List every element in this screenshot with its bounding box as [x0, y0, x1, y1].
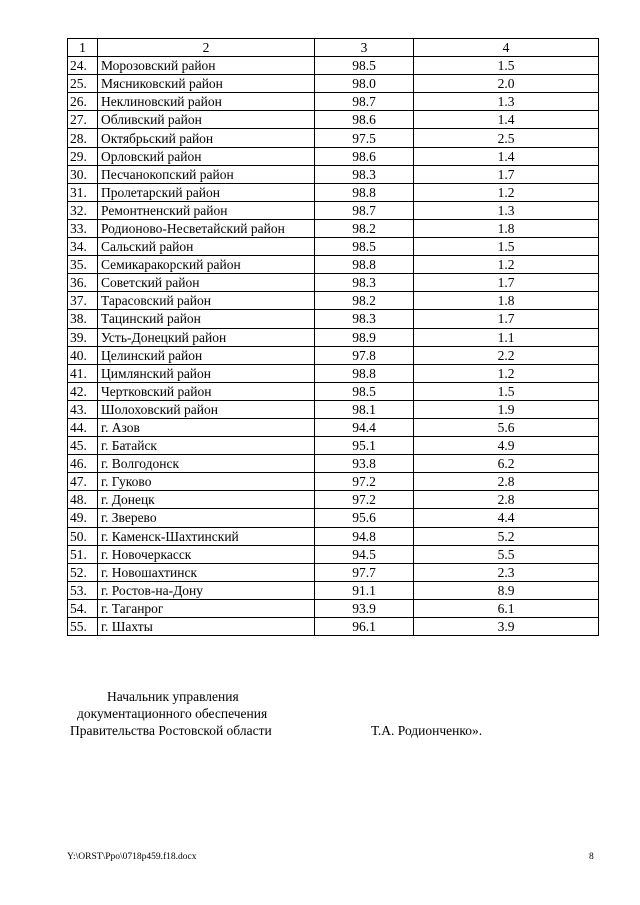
value-col4: 1.7	[414, 165, 599, 183]
value-col4: 1.4	[414, 147, 599, 165]
table-row	[68, 201, 599, 219]
table-row	[68, 75, 599, 93]
value-col4: 1.4	[414, 111, 599, 129]
district-name: Морозовский район	[98, 57, 315, 75]
value-col3: 97.5	[315, 129, 414, 147]
district-name: Целинский район	[98, 346, 315, 364]
value-col3: 96.1	[315, 618, 414, 636]
district-name: Семикаракорский район	[98, 256, 315, 274]
district-name: г. Гуково	[98, 473, 315, 491]
table-row	[68, 437, 599, 455]
table-row	[68, 364, 599, 382]
row-number: 40.	[68, 346, 98, 364]
row-number: 53.	[68, 581, 98, 599]
value-col4: 1.3	[414, 201, 599, 219]
value-col4: 1.9	[414, 400, 599, 418]
value-col3: 91.1	[315, 581, 414, 599]
district-name: Песчанокопский район	[98, 165, 315, 183]
value-col4: 4.4	[414, 509, 599, 527]
value-col3: 98.6	[315, 147, 414, 165]
row-number: 26.	[68, 93, 98, 111]
value-col3: 98.6	[315, 111, 414, 129]
row-number: 31.	[68, 183, 98, 201]
row-number: 50.	[68, 527, 98, 545]
district-name: Неклиновский район	[98, 93, 315, 111]
district-name: Мясниковский район	[98, 75, 315, 93]
district-name: Тарасовский район	[98, 292, 315, 310]
value-col3: 94.4	[315, 418, 414, 436]
value-col3: 93.8	[315, 455, 414, 473]
district-name: г. Донецк	[98, 491, 315, 509]
table-row	[68, 509, 599, 527]
table-row	[68, 527, 599, 545]
column-header: 4	[414, 39, 599, 57]
district-name: Ремонтненский район	[98, 201, 315, 219]
value-col4: 1.5	[414, 382, 599, 400]
value-col3: 98.8	[315, 256, 414, 274]
table-row	[68, 310, 599, 328]
table-row	[68, 418, 599, 436]
row-number: 55.	[68, 618, 98, 636]
row-number: 28.	[68, 129, 98, 147]
table-row	[68, 256, 599, 274]
table-row	[68, 346, 599, 364]
value-col3: 98.2	[315, 292, 414, 310]
table-row	[68, 57, 599, 75]
value-col3: 97.2	[315, 491, 414, 509]
value-col4: 2.8	[414, 473, 599, 491]
signatory-name: Т.А. Родионченко».	[371, 723, 483, 738]
table-row	[68, 599, 599, 617]
row-number: 32.	[68, 201, 98, 219]
value-col3: 98.9	[315, 328, 414, 346]
district-name: г. Зверево	[98, 509, 315, 527]
table-row	[68, 238, 599, 256]
value-col4: 5.6	[414, 418, 599, 436]
district-name: Пролетарский район	[98, 183, 315, 201]
value-col3: 97.8	[315, 346, 414, 364]
value-col3: 98.3	[315, 310, 414, 328]
column-header: 1	[68, 39, 98, 57]
value-col4: 2.0	[414, 75, 599, 93]
row-number: 42.	[68, 382, 98, 400]
district-name: г. Каменск-Шахтинский	[98, 527, 315, 545]
value-col4: 1.2	[414, 183, 599, 201]
district-name: Орловский район	[98, 147, 315, 165]
value-col3: 98.5	[315, 382, 414, 400]
district-name: Советский район	[98, 274, 315, 292]
table-row	[68, 147, 599, 165]
row-number: 24.	[68, 57, 98, 75]
district-name: г. Волгодонск	[98, 455, 315, 473]
value-col4: 2.3	[414, 563, 599, 581]
value-col3: 94.5	[315, 545, 414, 563]
table-row	[68, 491, 599, 509]
table-row	[68, 581, 599, 599]
district-name: Октябрьский район	[98, 129, 315, 147]
table-header-row	[68, 39, 599, 57]
value-col4: 6.1	[414, 599, 599, 617]
value-col3: 98.7	[315, 201, 414, 219]
row-number: 44.	[68, 418, 98, 436]
row-number: 29.	[68, 147, 98, 165]
row-number: 35.	[68, 256, 98, 274]
district-name: Шолоховский район	[98, 400, 315, 418]
row-number: 38.	[68, 310, 98, 328]
signature-title-line-2: документационного обеспечения	[77, 706, 268, 721]
value-col4: 1.7	[414, 310, 599, 328]
value-col4: 5.2	[414, 527, 599, 545]
district-name: Чертковский район	[98, 382, 315, 400]
row-number: 27.	[68, 111, 98, 129]
value-col3: 98.5	[315, 57, 414, 75]
value-col4: 1.3	[414, 93, 599, 111]
district-name: г. Новочеркасск	[98, 545, 315, 563]
column-header: 2	[98, 39, 315, 57]
row-number: 51.	[68, 545, 98, 563]
row-number: 45.	[68, 437, 98, 455]
table-row	[68, 183, 599, 201]
row-number: 25.	[68, 75, 98, 93]
value-col3: 98.8	[315, 364, 414, 382]
value-col4: 1.2	[414, 256, 599, 274]
value-col3: 98.3	[315, 165, 414, 183]
table-row	[68, 292, 599, 310]
value-col4: 4.9	[414, 437, 599, 455]
value-col4: 1.2	[414, 364, 599, 382]
district-name: г. Таганрог	[98, 599, 315, 617]
value-col3: 98.5	[315, 238, 414, 256]
data-table	[67, 38, 599, 636]
value-col4: 5.5	[414, 545, 599, 563]
table-row	[68, 129, 599, 147]
value-col4: 1.5	[414, 57, 599, 75]
table-row	[68, 545, 599, 563]
table-row	[68, 382, 599, 400]
signature-title-line-1: Начальник управления	[107, 689, 239, 704]
footer-page-number: 8	[589, 852, 594, 862]
value-col4: 1.5	[414, 238, 599, 256]
row-number: 33.	[68, 219, 98, 237]
value-col3: 95.1	[315, 437, 414, 455]
value-col4: 1.8	[414, 292, 599, 310]
district-name: Сальский район	[98, 238, 315, 256]
row-number: 46.	[68, 455, 98, 473]
footer-file-path: Y:\ORST\Ppo\0718p459.f18.docx	[67, 852, 197, 862]
district-name: г. Батайск	[98, 437, 315, 455]
value-col3: 97.7	[315, 563, 414, 581]
value-col4: 1.8	[414, 219, 599, 237]
district-name: Цимлянский район	[98, 364, 315, 382]
value-col4: 1.7	[414, 274, 599, 292]
district-name: Обливский район	[98, 111, 315, 129]
value-col4: 2.8	[414, 491, 599, 509]
signature-title-line-3: Правительства Ростовской области	[70, 723, 272, 738]
value-col4: 1.1	[414, 328, 599, 346]
row-number: 49.	[68, 509, 98, 527]
district-name: г. Азов	[98, 418, 315, 436]
table-row	[68, 93, 599, 111]
value-col4: 2.2	[414, 346, 599, 364]
table-row	[68, 219, 599, 237]
row-number: 47.	[68, 473, 98, 491]
row-number: 48.	[68, 491, 98, 509]
district-name: г. Новошахтинск	[98, 563, 315, 581]
table-body	[68, 57, 599, 636]
value-col3: 93.9	[315, 599, 414, 617]
district-name: Тацинский район	[98, 310, 315, 328]
row-number: 39.	[68, 328, 98, 346]
value-col3: 98.8	[315, 183, 414, 201]
district-name: Усть-Донецкий район	[98, 328, 315, 346]
value-col4: 2.5	[414, 129, 599, 147]
value-col3: 98.0	[315, 75, 414, 93]
value-col3: 97.2	[315, 473, 414, 491]
value-col3: 98.7	[315, 93, 414, 111]
row-number: 54.	[68, 599, 98, 617]
table-row	[68, 165, 599, 183]
row-number: 34.	[68, 238, 98, 256]
row-number: 36.	[68, 274, 98, 292]
row-number: 37.	[68, 292, 98, 310]
value-col4: 6.2	[414, 455, 599, 473]
row-number: 30.	[68, 165, 98, 183]
district-name: г. Ростов-на-Дону	[98, 581, 315, 599]
row-number: 43.	[68, 400, 98, 418]
table-row	[68, 618, 599, 636]
table-row	[68, 328, 599, 346]
district-name: Родионово-Несветайский район	[98, 219, 315, 237]
value-col3: 98.1	[315, 400, 414, 418]
table-row	[68, 111, 599, 129]
row-number: 41.	[68, 364, 98, 382]
table-row	[68, 274, 599, 292]
value-col4: 8.9	[414, 581, 599, 599]
column-header: 3	[315, 39, 414, 57]
table-row	[68, 455, 599, 473]
table-row	[68, 473, 599, 491]
table-row	[68, 400, 599, 418]
value-col3: 95.6	[315, 509, 414, 527]
value-col3: 94.8	[315, 527, 414, 545]
row-number: 52.	[68, 563, 98, 581]
table-row	[68, 563, 599, 581]
value-col3: 98.2	[315, 219, 414, 237]
value-col3: 98.3	[315, 274, 414, 292]
value-col4: 3.9	[414, 618, 599, 636]
district-name: г. Шахты	[98, 618, 315, 636]
